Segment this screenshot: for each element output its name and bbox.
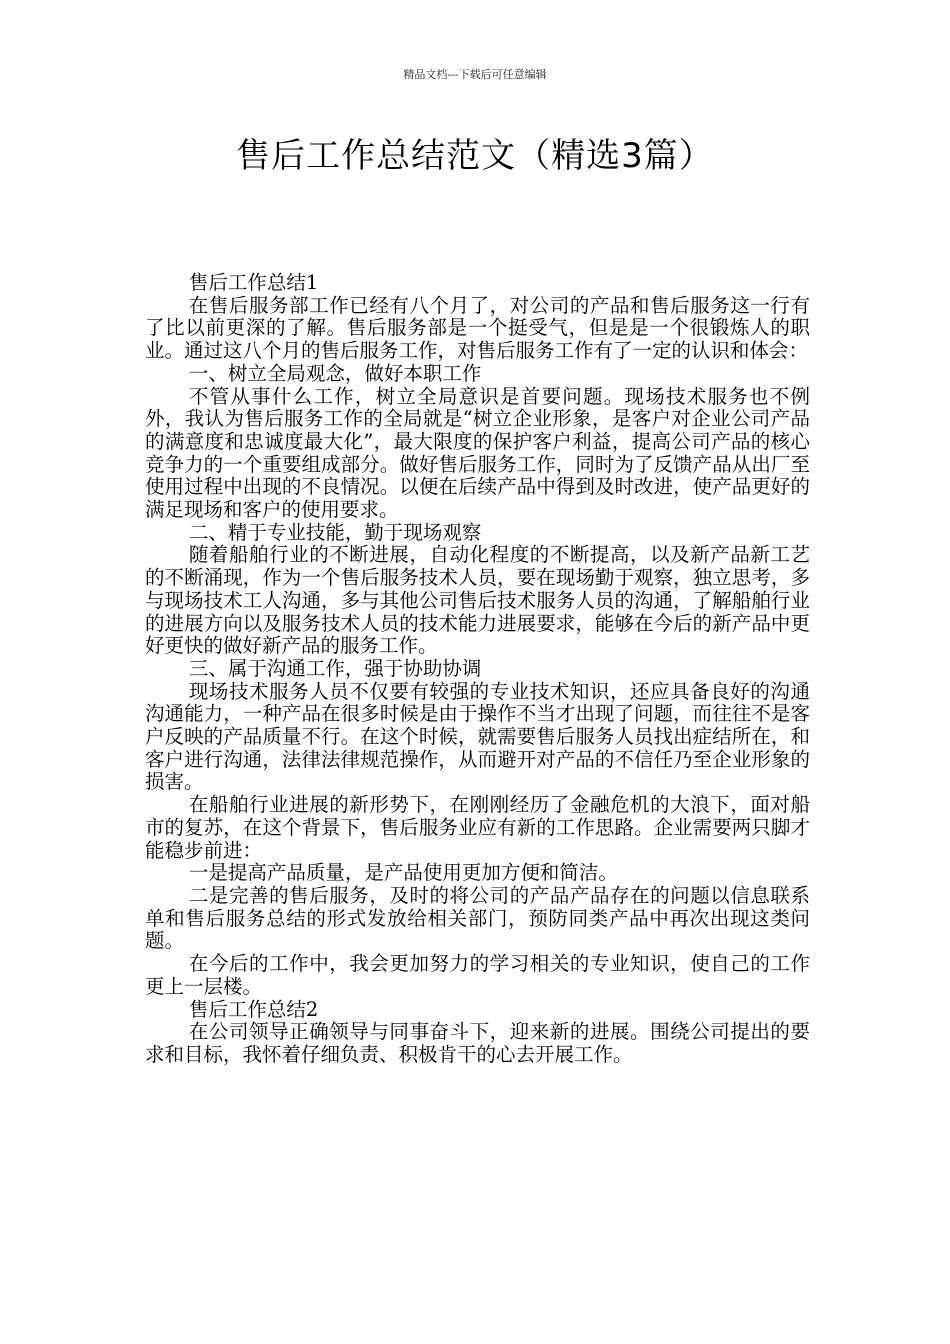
paragraph: 在售后服务部工作已经有八个月了，对公司的产品和售后服务这一行有了比以前更深的了解。售后服务部是一个挺受气，但是是一个很锻炼人的职业。通过这八个月的售后服务工作，对售后服务工作有了一定的认识和体会：: [145, 293, 810, 363]
paragraph: 随着船舶行业的不断进展，自动化程度的不断提高，以及新产品新工艺的不断涌现，作为一个售后服务技术人员，要在现场勤于观察，独立思考，多与现场技术工人沟通，多与其他公司售后技术服务人员的沟通，了解船舶行业的进展方向以及服务技术人员的技术能力进展要求，能够在今后的新产品中更好更快的做好新产品的服务工作。: [145, 543, 810, 658]
subheading: 一、树立全局观念，做好本职工作: [188, 361, 482, 385]
subheading: 二、精于专业技能，勤于现场观察: [188, 520, 482, 544]
section-heading: 售后工作总结2: [188, 997, 319, 1021]
section-heading: 售后工作总结1: [188, 271, 319, 294]
document-title: 售后工作总结范文（精选3篇）: [236, 136, 714, 176]
paragraph: 在船舶行业进展的新形势下，在刚刚经历了金融危机的大浪下，面对船市的复苏，在这个背景下，售后服务业应有新的工作思路。企业需要两只脚才能稳步前进：: [145, 793, 810, 862]
paragraph: 二是完善的售后服务，及时的将公司的产品产品存在的问题以信息联系单和售后服务总结的形式发放给相关部门，预防同类产品中再次出现这类问题。: [145, 883, 810, 953]
paragraph: 不管从事什么工作，树立全局意识是首要问题。现场技术服务也不例外，我认为售后服务工作的全局就是“树立企业形象，是客户对企业公司产品的满意度和忠诚度最大化”，最大限度的保护客户利益，提高公司产品的核心竞争力的一个重要组成部分。做好售后服务工作，同时为了反馈产品从出厂至使用过程中出现的不良情况。以便在后续产品中得到及时改进，使产品更好的满足现场和客户的使用要求。: [145, 384, 810, 522]
subheading: 三、属于沟通工作，强于协助协调: [188, 656, 482, 680]
document-body: [145, 272, 810, 1067]
paragraph: 在今后的工作中，我会更加努力的学习相关的专业知识，使自己的工作更上一层楼。: [145, 952, 810, 998]
header-note: 精品文档---下载后可任意编辑: [403, 68, 547, 81]
paragraph: 在公司领导正确领导与同事奋斗下，迎来新的进展。围绕公司提出的要求和目标，我怀着仔细负责、积极肯干的心去开展工作。: [145, 1020, 810, 1066]
paragraph: 现场技术服务人员不仅要有较强的专业技术知识，还应具备良好的沟通沟通能力，一种产品在很多时候是由于操作不当才出现了问题，而往往不是客户反映的产品质量不行。在这个时候，就需要售后服务人员找出症结所在，和客户进行沟通，法律法律规范操作，从而避开对产品的不信任乃至企业形象的损害。: [145, 679, 810, 794]
paragraph: 一是提高产品质量，是产品使用更加方便和简洁。: [188, 861, 618, 885]
